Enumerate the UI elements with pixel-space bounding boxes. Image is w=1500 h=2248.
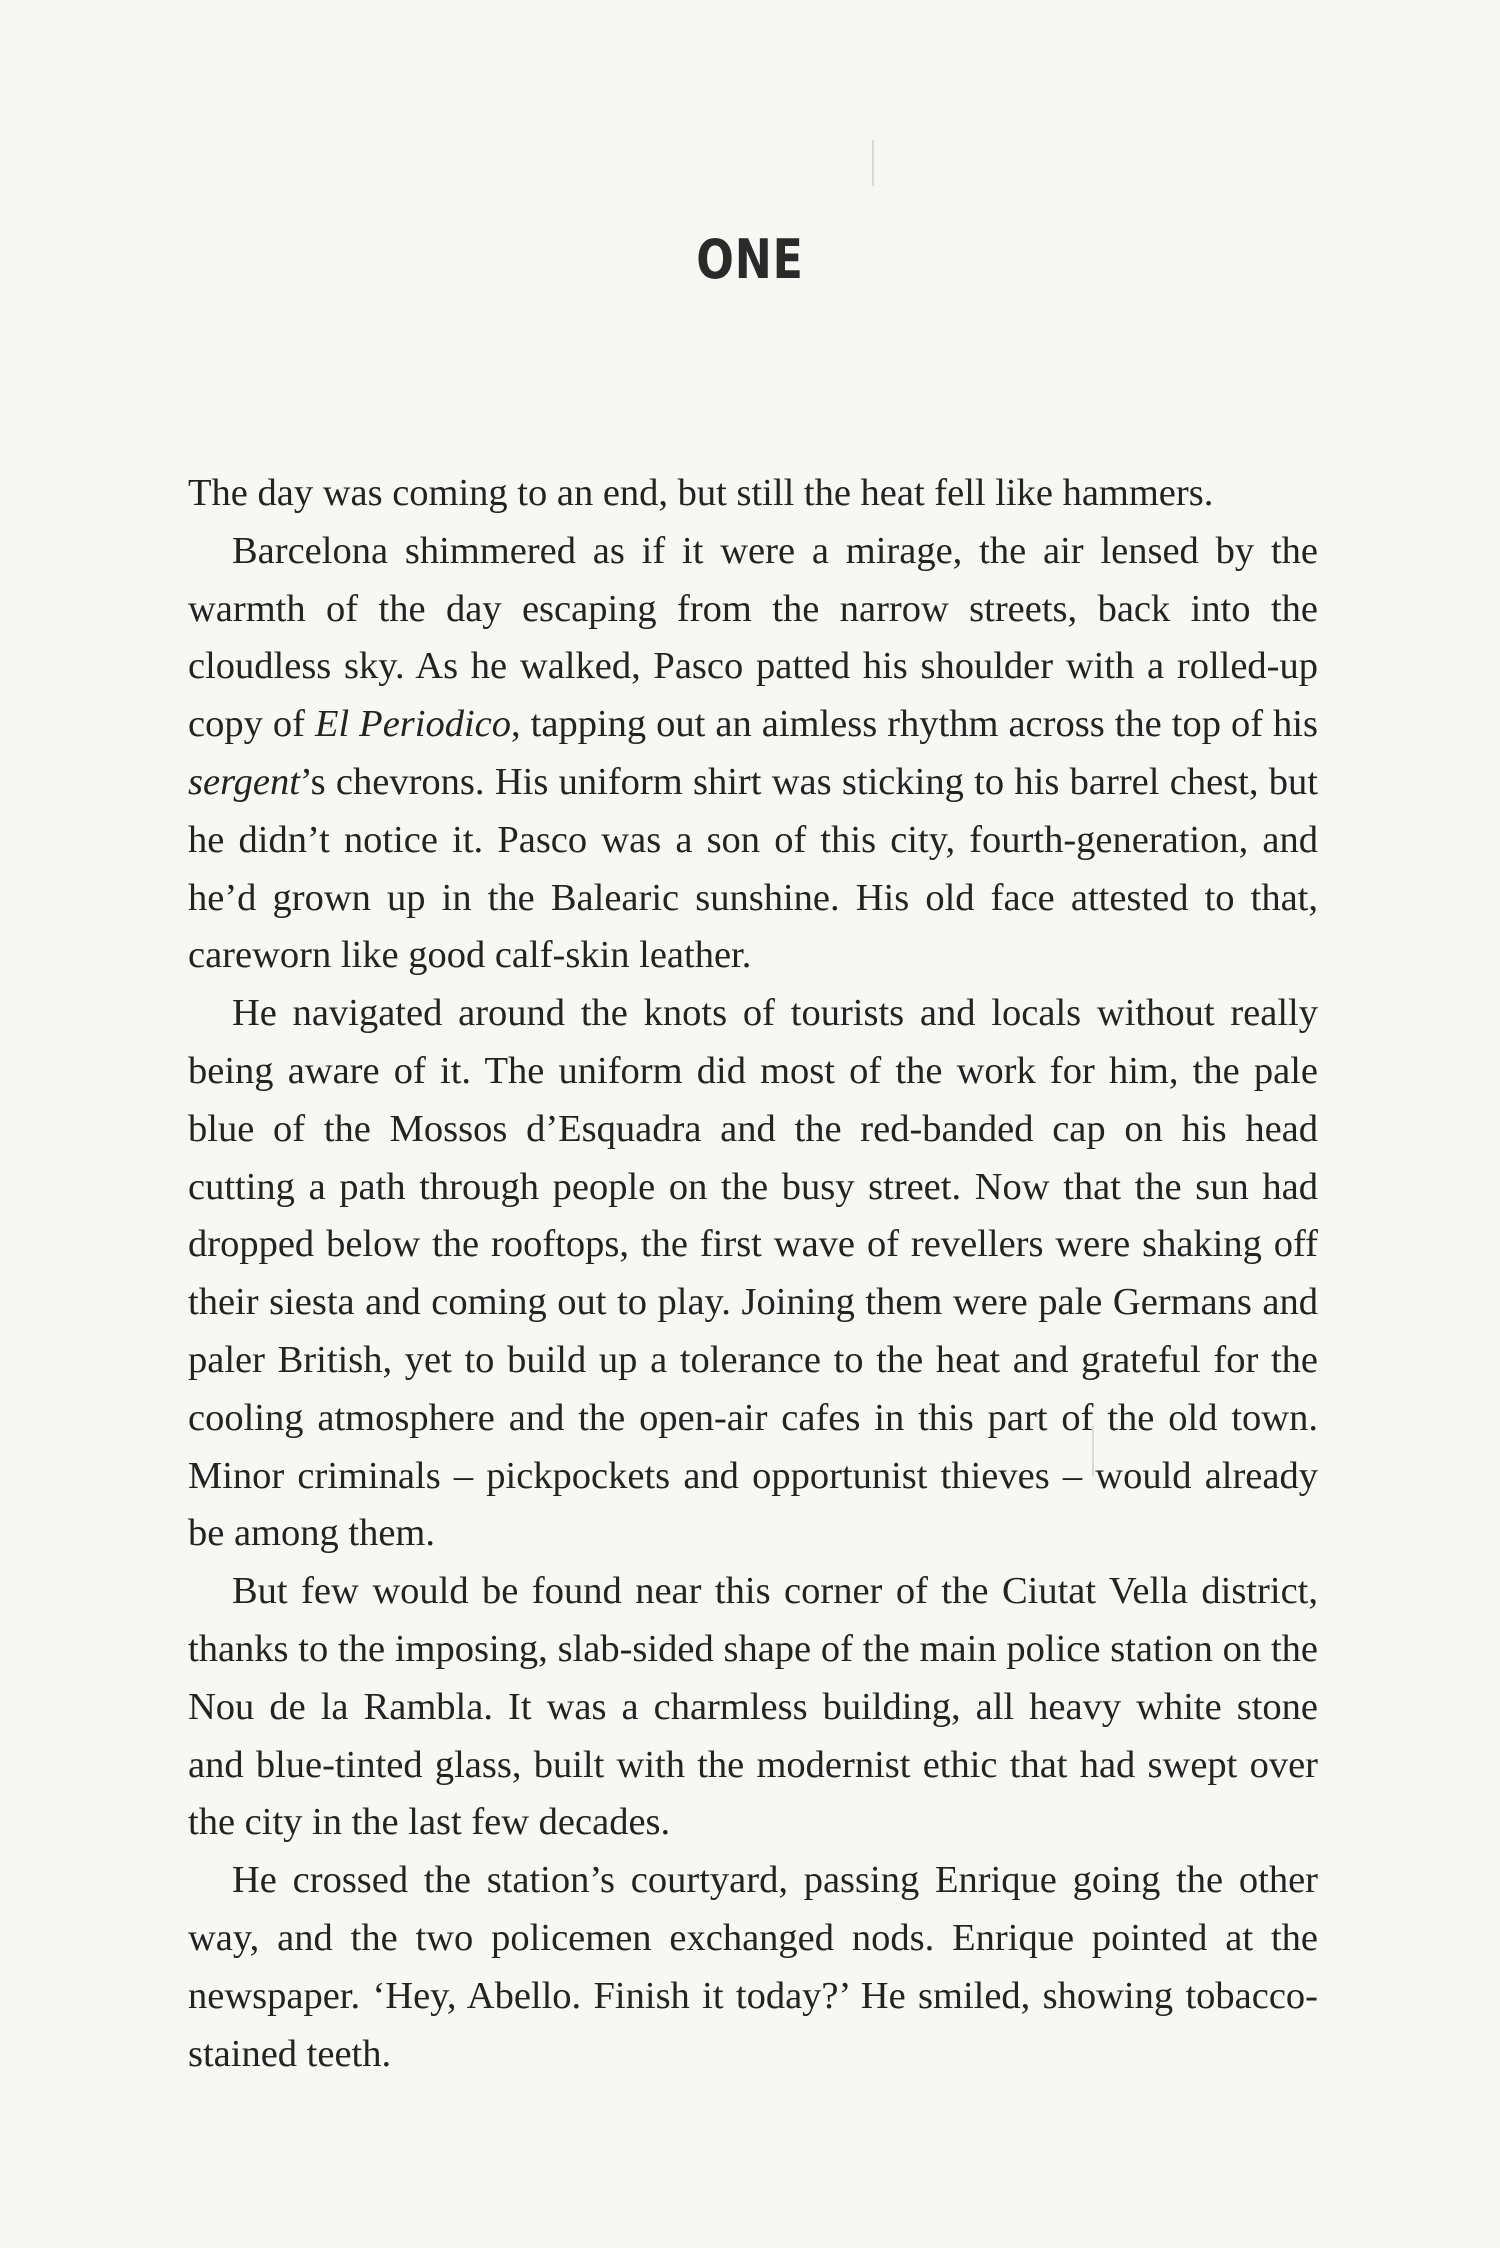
paragraph: [188, 1852, 1318, 2083]
text-run: Barcelona shimmered as if it were a mirage, the air lensed by the warmth of the day escaping from the narrow streets, back into the cloudless sky. As he walked, Pasco patted his shoulder with a rolled-up copy of: [188, 529, 1318, 746]
scan-mark-top: [872, 140, 874, 186]
text-run: He navigated around the knots of tourists and locals without really being aware of it. The uniform did most of the work for him, the pale blue of the Mossos d’Esquadra and the red-banded cap on his head cutting a path through people on the busy street. Now that the sun had dropped below the rooftops, the first wave of revellers were shaking off their siesta and coming out to play. Joining them were pale Germans and paler British, yet to build up a tolerance to the heat and grateful for the cooling atmosphere and the open-air cafes in this part of the old town. Minor criminals – pickpockets and opportunist thieves – would already be among them.: [188, 992, 1318, 1555]
italic-text: sergent: [188, 760, 300, 803]
text-run: He crossed the station’s courtyard, passing Enrique going the other way, and the two policemen exchanged nods. Enrique pointed at the newspaper. ‘Hey, Abello. Finish it today?’ He smiled, showing tobacco-stained teeth.: [188, 1859, 1318, 2075]
italic-text: El Periodico: [314, 703, 512, 746]
text-run: , tapping out an aimless rhythm across the top of his: [511, 703, 1318, 746]
paragraph: [188, 985, 1318, 1563]
text-run: The day was coming to an end, but still the heat fell like hammers.: [188, 472, 1214, 514]
paragraph: [188, 465, 1318, 523]
text-run: ’s chevrons. His uniform shirt was sticking to his barrel chest, but he didn’t notice it. Pasco was a son of this city, fourth-generation, and he’d grown up in the Balearic sunshine. His old face attested to that, careworn like good calf-skin leather.: [188, 760, 1318, 977]
chapter-body: [188, 465, 1318, 2083]
paragraph: [188, 523, 1318, 985]
text-run: But few would be found near this corner of the Ciutat Vella district, thanks to the imposing, slab-sided shape of the main police station on the Nou de la Rambla. It was a charmless building, all heavy white stone and blue-tinted glass, built with the modernist ethic that had swept over the city in the last few decades.: [188, 1570, 1318, 1844]
paragraph: [188, 1563, 1318, 1852]
chapter-title: ONE: [696, 228, 804, 291]
